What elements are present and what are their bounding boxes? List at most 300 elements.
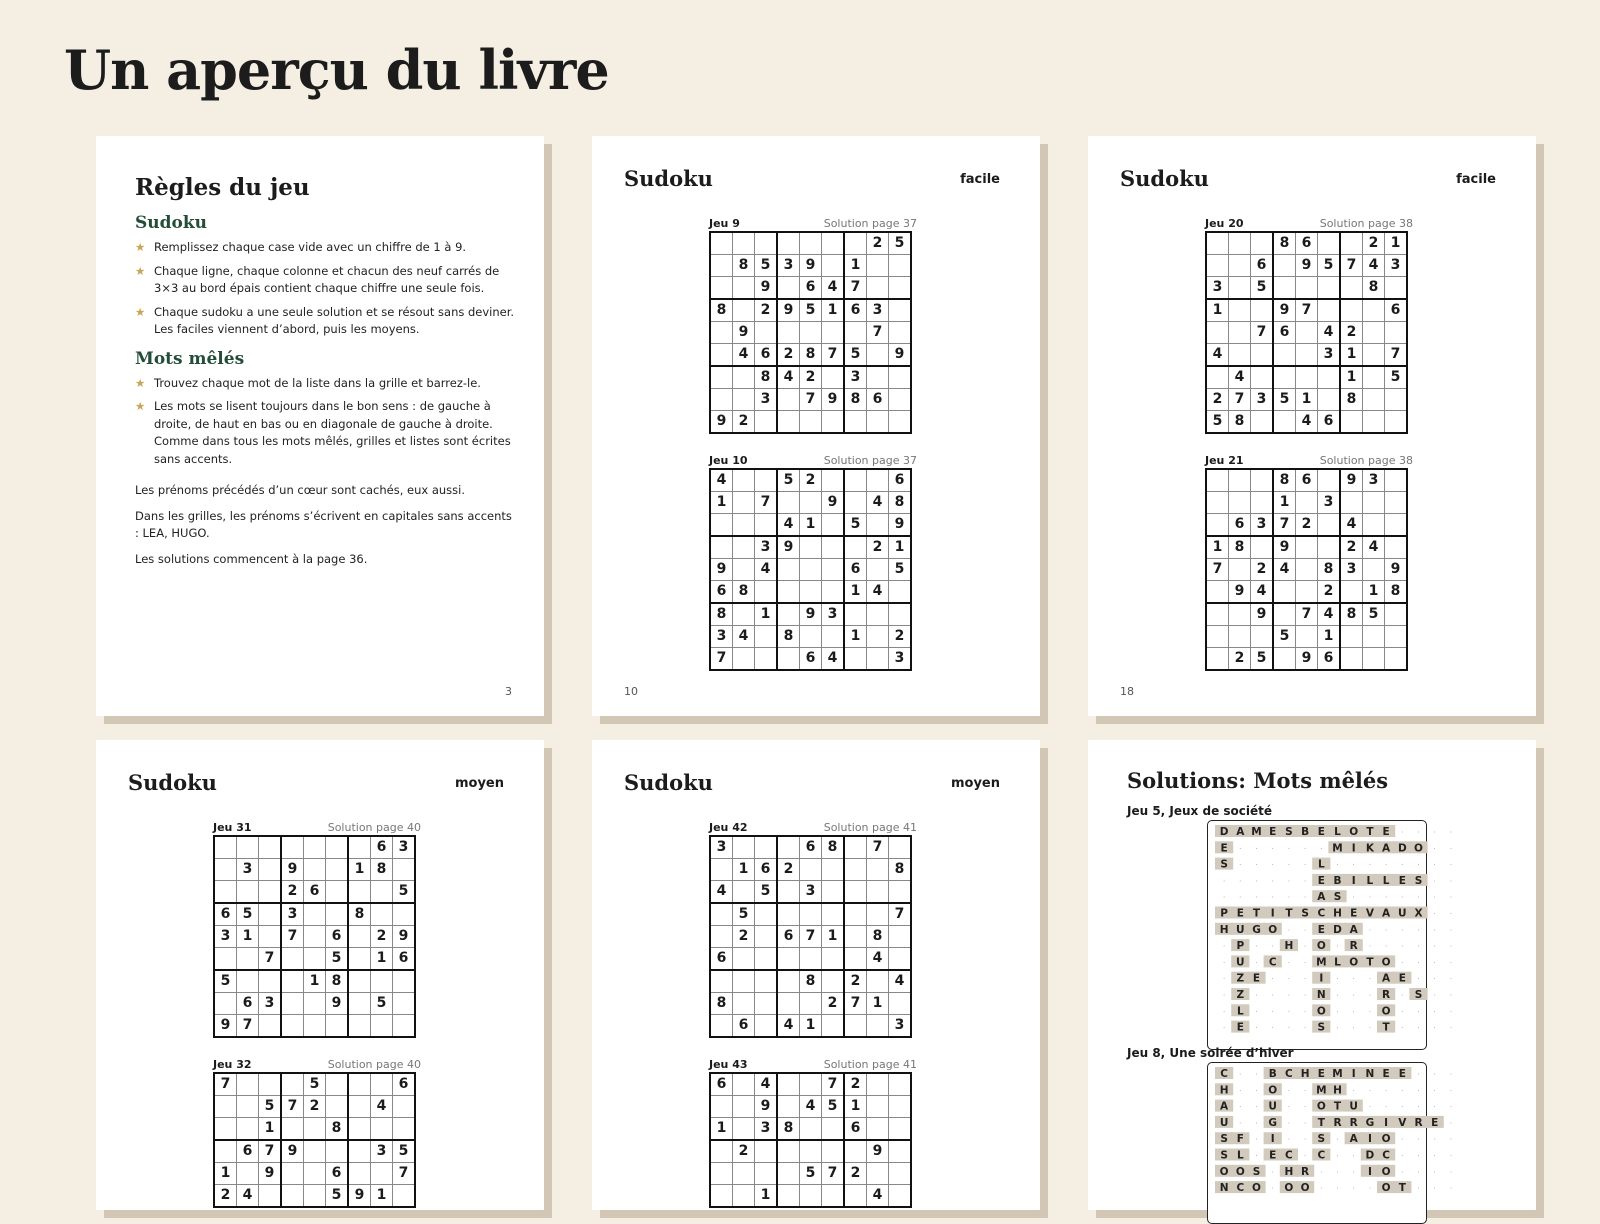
sudoku-cell [867, 881, 889, 904]
wordsearch-letter: · [1433, 1135, 1436, 1145]
wordsearch-letter: E [1398, 1068, 1406, 1080]
sudoku-cell [1363, 648, 1385, 671]
wordsearch-letter: · [1239, 1070, 1242, 1079]
sudoku-cell: 8 [777, 626, 800, 648]
sudoku-cell [1363, 366, 1385, 389]
wordsearch-letter: T [1317, 1116, 1325, 1129]
sudoku-cell [214, 1140, 237, 1163]
sudoku-cell: 1 [844, 581, 867, 604]
sudoku-cell [800, 859, 822, 881]
wordsearch-letter: · [1271, 942, 1274, 952]
sudoku-cell: 9 [777, 299, 800, 322]
wordsearch-letter: · [1352, 1007, 1355, 1017]
sudoku-cell [844, 881, 867, 904]
sudoku-cell [214, 1096, 237, 1118]
sudoku-grid [1205, 231, 1408, 434]
wordsearch-letter: · [1417, 1184, 1420, 1194]
sudoku-cell [710, 926, 733, 948]
wordsearch-letter: · [1255, 1151, 1258, 1161]
sudoku-cell: 9 [755, 1096, 778, 1118]
wordsearch-letter: · [1303, 1086, 1307, 1096]
sudoku-cell: 2 [800, 469, 822, 492]
wordsearch-letter: · [1352, 1184, 1355, 1194]
sudoku-cell: 2 [733, 926, 755, 948]
wordsearch-letter: · [1417, 893, 1420, 903]
sudoku-cell: 8 [733, 581, 755, 604]
wordsearch-letter: H [1333, 1084, 1342, 1097]
wordsearch-letter: · [1336, 974, 1339, 984]
sudoku-cell [1206, 514, 1229, 537]
wordsearch-letter: O [1316, 1100, 1326, 1113]
solution-reference: Solution page 41 [823, 821, 917, 834]
sudoku-cell: 9 [214, 1015, 237, 1038]
sudoku-cell [1206, 648, 1229, 671]
wordsearch-letter: P [1220, 907, 1228, 920]
sudoku-cell: 3 [259, 993, 282, 1015]
wordsearch-letter: R [1349, 940, 1358, 953]
wordsearch-letter: · [1449, 974, 1453, 984]
sudoku-cell [1251, 232, 1274, 255]
sudoku-cell [1385, 514, 1408, 537]
wordsearch-letter: · [1449, 844, 1453, 854]
sudoku-cell [844, 648, 867, 671]
sudoku-cell [800, 1140, 822, 1163]
sudoku-cell: 5 [1318, 255, 1341, 277]
wordsearch-label: Jeu 8, Une soirée d’hiver [1127, 1046, 1294, 1060]
wordsearch-letter: N [1365, 1068, 1375, 1080]
wordsearch-letter: C [1220, 1068, 1228, 1080]
wordsearch-letter: H [1284, 1165, 1294, 1178]
sudoku-cell: 9 [710, 411, 733, 434]
sudoku-cell [1318, 299, 1341, 322]
wordsearch-letter: S [1252, 1165, 1261, 1178]
sudoku-cell [1385, 389, 1408, 411]
sudoku-cell: 1 [889, 536, 912, 559]
sudoku-cell [800, 903, 822, 926]
star-icon: ★ [135, 399, 146, 413]
sudoku-cell: 1 [867, 993, 889, 1015]
wordsearch-letter: O [1381, 1005, 1391, 1018]
sudoku-cell [733, 514, 755, 537]
sudoku-cell: 9 [348, 1185, 371, 1208]
sudoku-cell [237, 1073, 259, 1096]
sudoku-cell: 1 [371, 1185, 393, 1208]
list-item [135, 398, 515, 468]
sudoku-cell [1273, 603, 1296, 626]
sudoku-cell [1251, 626, 1274, 648]
sudoku-cell [1251, 536, 1274, 559]
wordsearch-letter: · [1433, 974, 1436, 984]
wordsearch-letter: O [1381, 1165, 1391, 1178]
sudoku-cell [1296, 366, 1318, 389]
sudoku-cell [844, 859, 867, 881]
sudoku-cell: 4 [822, 277, 845, 300]
sudoku-cell: 7 [1296, 603, 1318, 626]
sudoku-cell: 7 [867, 322, 889, 344]
wordsearch-letter: · [1336, 942, 1339, 952]
wordsearch-letter: · [1417, 942, 1420, 952]
sudoku-cell [755, 648, 778, 671]
wordsearch-letter: · [1271, 860, 1274, 870]
sudoku-cell [733, 559, 755, 581]
sudoku-cell: 3 [1318, 492, 1341, 514]
wordsearch-letter: · [1433, 860, 1436, 870]
sudoku-cell: 1 [710, 1118, 733, 1141]
sudoku-cell [844, 948, 867, 971]
sudoku-cell: 6 [237, 1140, 259, 1163]
sudoku-cell [1363, 514, 1385, 537]
wordsearch-letter: C [1236, 1182, 1245, 1195]
sudoku-cell: 7 [822, 1163, 845, 1185]
wordsearch-letter: H [1219, 923, 1229, 936]
wordsearch-solution-grid [1207, 1062, 1453, 1224]
wordsearch-letter: · [1401, 1102, 1404, 1112]
sudoku-cell: 1 [1385, 232, 1408, 255]
wordsearch-letter: · [1401, 1135, 1404, 1145]
wordsearch-letter: · [1449, 1151, 1453, 1161]
sudoku-cell: 9 [800, 603, 822, 626]
sudoku-cell [1206, 626, 1229, 648]
wordsearch-letter: · [1303, 1023, 1307, 1033]
sudoku-cell [755, 836, 778, 859]
sudoku-cell: 4 [1273, 559, 1296, 581]
sudoku-cell [889, 366, 912, 389]
sudoku-cell: 2 [755, 299, 778, 322]
rule-text: Remplissez chaque case vide avec un chiffre de 1 à 9. [154, 240, 467, 254]
sudoku-cell: 4 [237, 1185, 259, 1208]
sudoku-cell [844, 232, 867, 255]
sudoku-cell: 8 [1229, 411, 1251, 434]
wordsearch-letter: · [1303, 958, 1307, 968]
wordsearch-letter: · [1449, 958, 1453, 968]
sudoku-cell [844, 322, 867, 344]
sudoku-cell: 8 [867, 926, 889, 948]
wordsearch-letter: · [1417, 828, 1420, 837]
sudoku-cell [710, 514, 733, 537]
sudoku-cell: 3 [1206, 277, 1229, 300]
wordsearch-letter: · [1352, 1086, 1355, 1096]
sudoku-cell [755, 1015, 778, 1038]
wordsearch-letter: S [1301, 907, 1309, 920]
sudoku-heading: Sudoku [135, 213, 208, 233]
sudoku-cell: 8 [1273, 232, 1296, 255]
sudoku-cell [733, 836, 755, 859]
wordsearch-letter: · [1433, 828, 1436, 837]
wordsearch-letter: Z [1236, 972, 1245, 985]
sudoku-cell [844, 536, 867, 559]
sudoku-cell [214, 948, 237, 971]
wordsearch-letter: · [1449, 1070, 1453, 1079]
sudoku-cell [393, 1118, 416, 1141]
sudoku-cell [259, 903, 282, 926]
solution-reference: Solution page 38 [1319, 217, 1413, 230]
sudoku-cell: 7 [710, 648, 733, 671]
wordsearch-letter: · [1384, 860, 1388, 870]
sudoku-cell: 9 [733, 322, 755, 344]
wordsearch-letter: E [1382, 1068, 1390, 1080]
sudoku-grid [709, 1072, 912, 1208]
sudoku-cell [393, 970, 416, 993]
wordsearch-letter: · [1287, 925, 1291, 935]
sudoku-cell: 5 [800, 1163, 822, 1185]
wordsearch-letter: E [1236, 1021, 1244, 1034]
solution-reference: Solution page 37 [823, 217, 917, 230]
sudoku-cell [237, 1163, 259, 1185]
wordsearch-letter: S [1317, 1133, 1326, 1146]
sudoku-cell [822, 322, 845, 344]
wordsearch-letter: · [1303, 844, 1307, 854]
sudoku-cell [1296, 492, 1318, 514]
sudoku-cell: 9 [755, 277, 778, 300]
wordsearch-letter: · [1433, 1184, 1436, 1194]
wordsearch-letter: · [1352, 1023, 1355, 1033]
sudoku-cell [733, 536, 755, 559]
sudoku-cell [393, 1096, 416, 1118]
sudoku-cell: 8 [1340, 603, 1363, 626]
sudoku-cell: 4 [889, 970, 912, 993]
sudoku-cell: 8 [800, 344, 822, 367]
mots-meles-heading: Mots mêlés [135, 348, 245, 369]
sudoku-cell: 8 [371, 859, 393, 881]
wordsearch-letter: · [1255, 1135, 1258, 1145]
sudoku-cell [733, 1073, 755, 1096]
sudoku-cell [1229, 232, 1251, 255]
wordsearch-letter: C [1317, 1149, 1326, 1162]
sudoku-cell: 8 [348, 903, 371, 926]
sudoku-cell: 1 [800, 514, 822, 537]
sudoku-cell: 7 [844, 993, 867, 1015]
sudoku-cell [844, 903, 867, 926]
wordsearch-letter: G [1252, 923, 1261, 936]
sudoku-cell [348, 1096, 371, 1118]
sudoku-cell [777, 648, 800, 671]
wordsearch-letter: · [1287, 991, 1291, 1000]
sudoku-cell [1296, 536, 1318, 559]
sudoku-cell: 6 [237, 993, 259, 1015]
sudoku-cell [1251, 344, 1274, 367]
wordsearch-letter: · [1336, 1023, 1339, 1033]
puzzle-label: Jeu 31 [213, 821, 252, 834]
sudoku-cell [304, 1163, 326, 1185]
sudoku-cell: 9 [281, 859, 304, 881]
sudoku-cell [867, 1163, 889, 1185]
sudoku-cell [755, 411, 778, 434]
sudoku-cell [733, 1096, 755, 1118]
sudoku-cell [777, 903, 800, 926]
sudoku-cell [867, 514, 889, 537]
sudoku-cell: 2 [1206, 389, 1229, 411]
sudoku-cell: 4 [777, 1015, 800, 1038]
puzzle-label: Jeu 10 [709, 454, 748, 467]
wordsearch-letter: · [1384, 1102, 1388, 1112]
sudoku-cell: 6 [710, 1073, 733, 1096]
sudoku-cell: 6 [304, 881, 326, 904]
sudoku-cell [237, 970, 259, 993]
sudoku-cell [1318, 514, 1341, 537]
sudoku-cell: 2 [281, 881, 304, 904]
sudoku-cell [889, 993, 912, 1015]
sudoku-cell [889, 255, 912, 277]
wordsearch-letter: · [1287, 1118, 1291, 1128]
wordsearch-letter: · [1287, 844, 1291, 854]
sudoku-cell: 3 [889, 648, 912, 671]
page-title: Un aperçu du livre [64, 38, 609, 102]
sudoku-cell [710, 859, 733, 881]
wordsearch-letter: S [1317, 1021, 1326, 1034]
sudoku-header [213, 1057, 421, 1072]
sudoku-cell [710, 1140, 733, 1163]
sudoku-cell: 2 [1318, 581, 1341, 604]
sudoku-cell: 6 [755, 344, 778, 367]
wordsearch-letter: T [1366, 956, 1374, 969]
sudoku-cell: 3 [214, 926, 237, 948]
wordsearch-letter: O [1381, 1133, 1391, 1146]
wordsearch-letter: · [1433, 1151, 1436, 1161]
sudoku-cell: 4 [755, 1073, 778, 1096]
sudoku-cell [1229, 344, 1251, 367]
sudoku-cell: 2 [1251, 559, 1274, 581]
sudoku-cell: 7 [800, 926, 822, 948]
wordsearch-letter: · [1255, 1023, 1258, 1033]
wordsearch-letter: · [1303, 942, 1307, 952]
sudoku-cell [844, 1140, 867, 1163]
sudoku-cell [777, 389, 800, 411]
sudoku-cell: 5 [844, 344, 867, 367]
sudoku-cell: 4 [1363, 255, 1385, 277]
sudoku-cell: 8 [733, 255, 755, 277]
difficulty-label: moyen [454, 776, 504, 791]
sudoku-cell: 4 [1296, 411, 1318, 434]
wordsearch-letter: C [1382, 1149, 1390, 1162]
sudoku-cell: 5 [304, 1073, 326, 1096]
wordsearch-letter: T [1285, 907, 1293, 920]
sudoku-cell: 4 [733, 344, 755, 367]
rules-page [96, 136, 544, 716]
wordsearch-letter: G [1268, 1116, 1278, 1129]
puzzle-label: Jeu 9 [709, 217, 740, 230]
wordsearch-letter: · [1449, 991, 1453, 1000]
wordsearch-letter: D [1365, 1149, 1375, 1162]
sudoku-cell [348, 1073, 371, 1096]
sudoku-cell [304, 948, 326, 971]
wordsearch-letter: · [1352, 1151, 1355, 1161]
sudoku-header [1205, 216, 1413, 231]
wordsearch-letter: U [1236, 956, 1245, 969]
sudoku-cell: 3 [889, 1015, 912, 1038]
wordsearch-letter: E [1431, 1116, 1439, 1129]
star-icon: ★ [135, 304, 146, 319]
sudoku-cell [1296, 581, 1318, 604]
sudoku-cell: 6 [393, 948, 416, 971]
sudoku-cell [889, 299, 912, 322]
sudoku-cell [1340, 299, 1363, 322]
sudoku-cell: 9 [281, 1140, 304, 1163]
wordsearch-letter: T [1252, 907, 1261, 920]
wordsearch-letter: L [1334, 956, 1341, 969]
wordsearch-letter: · [1287, 893, 1291, 903]
sudoku-cell [304, 993, 326, 1015]
wordsearch-letter: · [1368, 1023, 1372, 1033]
sudoku-cell: 3 [237, 859, 259, 881]
sudoku-cell: 3 [710, 626, 733, 648]
sudoku-cell [214, 836, 237, 859]
wordsearch-letter: R [1333, 1116, 1342, 1129]
wordsearch-letter: E [1398, 874, 1406, 887]
sudoku-cell [1363, 626, 1385, 648]
page-number: 10 [624, 685, 638, 698]
sudoku-cell: 8 [800, 970, 822, 993]
sudoku-cell: 6 [844, 299, 867, 322]
wordsearch-letter: · [1433, 844, 1436, 854]
wordsearch-letter: · [1255, 876, 1258, 886]
sudoku-cell: 7 [1340, 255, 1363, 277]
sudoku-cell [889, 948, 912, 971]
wordsearch-letter: · [1271, 893, 1274, 903]
wordsearch-letter: R [1349, 1116, 1358, 1129]
sudoku-cell [755, 626, 778, 648]
sudoku-cell [800, 411, 822, 434]
sudoku-cell [777, 948, 800, 971]
sudoku-cell: 5 [822, 1096, 845, 1118]
sudoku-cell [755, 322, 778, 344]
sudoku-cell [733, 469, 755, 492]
sudoku-cell [822, 581, 845, 604]
sudoku-cell [777, 1096, 800, 1118]
wordsearch-letter: · [1417, 860, 1420, 870]
sudoku-cell [777, 581, 800, 604]
sudoku-cell: 2 [1340, 322, 1363, 344]
wordsearch-letter: · [1271, 844, 1274, 854]
sudoku-cell: 5 [889, 559, 912, 581]
wordsearch-letter: · [1433, 942, 1436, 952]
sudoku-cell [800, 536, 822, 559]
sudoku-cell [867, 366, 889, 389]
sudoku-cell [733, 993, 755, 1015]
wordsearch-letter: N [1316, 989, 1326, 1001]
wordsearch-letter: · [1384, 1086, 1388, 1096]
wordsearch-letter: T [1333, 1100, 1342, 1113]
sudoku-cell [1318, 232, 1341, 255]
wordsearch-letter: D [1219, 826, 1229, 838]
sudoku-cell [733, 389, 755, 411]
sudoku-cell: 6 [1296, 232, 1318, 255]
sudoku-cell [867, 559, 889, 581]
wordsearch-letter: L [1236, 1149, 1244, 1162]
wordsearch-letter: · [1433, 876, 1436, 886]
sudoku-cell: 6 [844, 559, 867, 581]
wordsearch-letter: · [1449, 1023, 1453, 1033]
wordsearch-letter: A [1220, 1100, 1229, 1113]
wordsearch-letter: A [1382, 972, 1391, 985]
wordsearch-letter: · [1287, 1135, 1291, 1145]
sudoku-cell [867, 255, 889, 277]
sudoku-cell [867, 603, 889, 626]
sudoku-cell [1363, 299, 1385, 322]
sudoku-cell: 1 [755, 1185, 778, 1208]
sudoku-cell [1229, 255, 1251, 277]
sudoku-cell [1206, 603, 1229, 626]
sudoku-cell [733, 1185, 755, 1208]
sudoku-cell: 6 [371, 836, 393, 859]
sudoku-cell [1251, 299, 1274, 322]
sudoku-page-title: Sudoku [1120, 166, 1209, 191]
wordsearch-letter: · [1417, 1007, 1420, 1017]
wordsearch-letter: O [1316, 940, 1326, 953]
wordsearch-letter: · [1271, 1167, 1274, 1177]
wordsearch-letter: · [1239, 893, 1242, 903]
wordsearch-letter: · [1303, 893, 1307, 903]
sudoku-cell: 6 [800, 277, 822, 300]
